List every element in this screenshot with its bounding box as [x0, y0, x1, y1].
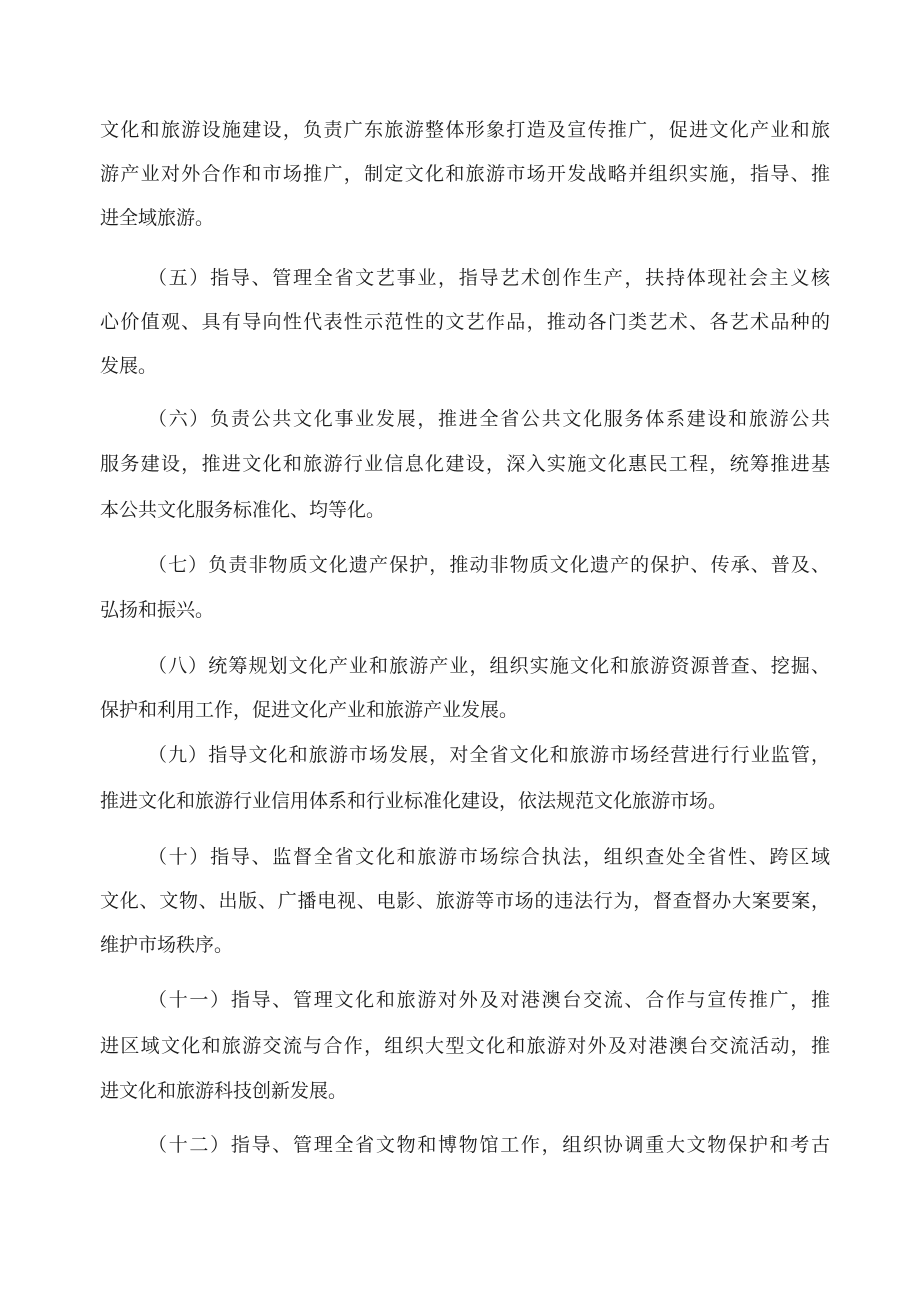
paragraph-line: 进区域文化和旅游交流与合作，组织大型文化和旅游对外及对港澳台交流活动，推 — [100, 1035, 830, 1057]
paragraph-line: 服务建设，推进文化和旅游行业信息化建设，深入实施文化惠民工程，统筹推进基 — [100, 453, 830, 475]
paragraph-line: （十一）指导、管理文化和旅游对外及对港澳台交流、合作与宣传推广，推 — [148, 989, 830, 1011]
paragraph-line: （八）统筹规划文化产业和旅游产业，组织实施文化和旅游资源普查、挖掘、 — [148, 655, 830, 677]
paragraph-line: 文化、文物、出版、广播电视、电影、旅游等市场的违法行为，督查督办大案要案， — [100, 890, 830, 912]
paragraph-line: （六）负责公共文化事业发展，推进全省公共文化服务体系建设和旅游公共 — [148, 408, 830, 430]
paragraph-line: 文化和旅游设施建设，负责广东旅游整体形象打造及宣传推广，促进文化产业和旅 — [100, 119, 830, 141]
paragraph-line: （九）指导文化和旅游市场发展，对全省文化和旅游市场经营进行行业监管， — [148, 744, 830, 766]
paragraph-line: （七）负责非物质文化遗产保护，推动非物质文化遗产的保护、传承、普及、 — [148, 554, 830, 576]
paragraph-line: 进全域旅游。 — [100, 207, 215, 229]
paragraph-line: （五）指导、管理全省文艺事业，指导艺术创作生产，扶持体现社会主义核 — [148, 267, 830, 289]
paragraph-line: 弘扬和振兴。 — [100, 599, 215, 621]
paragraph-line: （十）指导、监督全省文化和旅游市场综合执法，组织查处全省性、跨区域 — [148, 846, 830, 868]
paragraph-line: （十二）指导、管理全省文物和博物馆工作，组织协调重大文物保护和考古 — [148, 1134, 830, 1156]
paragraph-line: 保护和利用工作，促进文化产业和旅游产业发展。 — [100, 699, 519, 721]
paragraph-line: 本公共文化服务标准化、均等化。 — [100, 499, 386, 521]
paragraph-line: 心价值观、具有导向性代表性示范性的文艺作品，推动各门类艺术、各艺术品种的 — [100, 311, 830, 333]
paragraph-line: 推进文化和旅游行业信用体系和行业标准化建设，依法规范文化旅游市场。 — [100, 790, 728, 812]
paragraph-line: 游产业对外合作和市场推广，制定文化和旅游市场开发战略并组织实施，指导、推 — [100, 163, 830, 185]
paragraph-line: 维护市场秩序。 — [100, 934, 234, 956]
paragraph-line: 进文化和旅游科技创新发展。 — [100, 1080, 348, 1102]
paragraph-line: 发展。 — [100, 355, 158, 377]
